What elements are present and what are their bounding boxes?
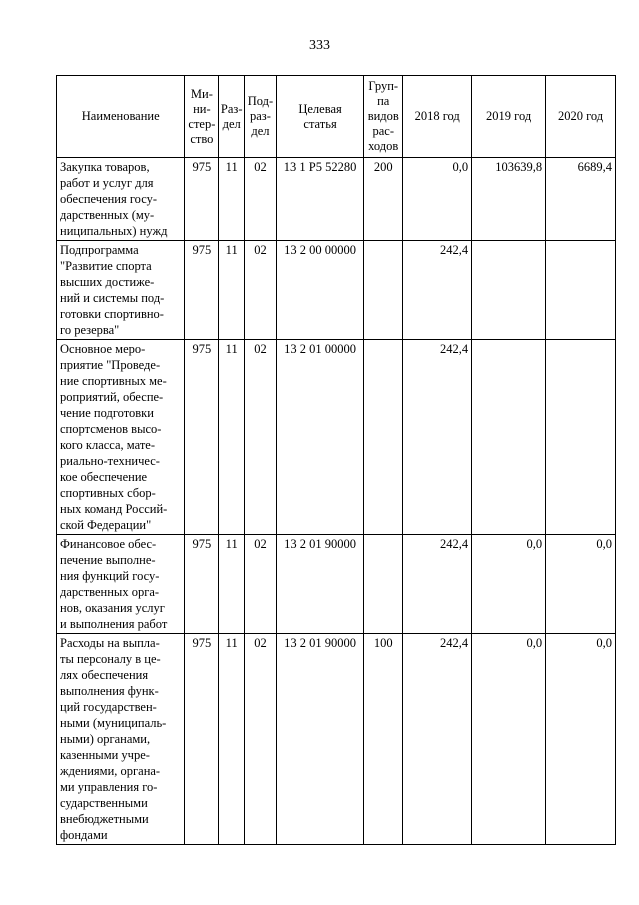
row-target: 13 2 01 00000 [276,340,363,535]
row-section: 11 [219,158,245,241]
table-row [57,158,616,241]
budget-table [56,75,616,845]
row-name: Основное меро- приятие "Проведе- ние спортивных ме- роприятий, обеспе- чение подготовки спортсменов высо- кого класса, мате- риально-техничес- кое обеспечение спортивных сбор- ных команд Россий- ской Федерации" [57,340,185,535]
row-target: 13 2 00 00000 [276,241,363,340]
row-2018: 242,4 [403,535,472,634]
header-ministry: Ми- ни- стер- ство [185,76,219,158]
row-subsection: 02 [245,340,277,535]
row-2018: 0,0 [403,158,472,241]
header-section: Раз- дел [219,76,245,158]
row-section: 11 [219,340,245,535]
row-target: 13 2 01 90000 [276,535,363,634]
row-group [364,241,403,340]
row-group: 100 [364,634,403,845]
row-2020 [546,340,616,535]
header-2019: 2019 год [472,76,546,158]
row-section: 11 [219,535,245,634]
table-row [57,340,616,535]
header-target: Целевая статья [276,76,363,158]
row-subsection: 02 [245,158,277,241]
row-2020: 0,0 [546,634,616,845]
row-subsection: 02 [245,535,277,634]
row-2020: 0,0 [546,535,616,634]
row-ministry: 975 [185,340,219,535]
header-group: Груп- па видов рас- ходов [364,76,403,158]
row-subsection: 02 [245,241,277,340]
row-2020 [546,241,616,340]
row-section: 11 [219,241,245,340]
header-subsection: Под- раз- дел [245,76,277,158]
row-section: 11 [219,634,245,845]
row-target: 13 2 01 90000 [276,634,363,845]
row-name: Финансовое обес- печение выполне- ния функций госу- дарственных орга- нов, оказания услуг и выполнения работ [57,535,185,634]
row-group [364,340,403,535]
row-2019: 0,0 [472,634,546,845]
page-number: 333 [309,38,330,53]
row-2018: 242,4 [403,634,472,845]
table-header-row [57,76,616,158]
row-name: Подпрограмма "Развитие спорта высших достиже- ний и системы под- готовки спортивно- го резерва" [57,241,185,340]
row-group: 200 [364,158,403,241]
table-row [57,634,616,845]
row-ministry: 975 [185,634,219,845]
row-2019 [472,340,546,535]
row-2020: 6689,4 [546,158,616,241]
row-2018: 242,4 [403,340,472,535]
row-ministry: 975 [185,241,219,340]
header-2018: 2018 год [403,76,472,158]
table-row [57,535,616,634]
header-name: Наименование [57,76,185,158]
row-name: Закупка товаров, работ и услуг для обеспечения госу- дарственных (му- ниципальных) нужд [57,158,185,241]
row-group [364,535,403,634]
row-2019 [472,241,546,340]
row-2018: 242,4 [403,241,472,340]
header-2020: 2020 год [546,76,616,158]
table-row [57,241,616,340]
row-target: 13 1 Р5 52280 [276,158,363,241]
row-2019: 0,0 [472,535,546,634]
row-name: Расходы на выпла- ты персоналу в це- лях обеспечения выполнения функ- ций государствен- ными (муниципаль- ными) органами, казенными учре- ждениями, органа- ми управления го- сударственными внебюджетными фондами [57,634,185,845]
row-subsection: 02 [245,634,277,845]
row-2019: 103639,8 [472,158,546,241]
row-ministry: 975 [185,535,219,634]
row-ministry: 975 [185,158,219,241]
